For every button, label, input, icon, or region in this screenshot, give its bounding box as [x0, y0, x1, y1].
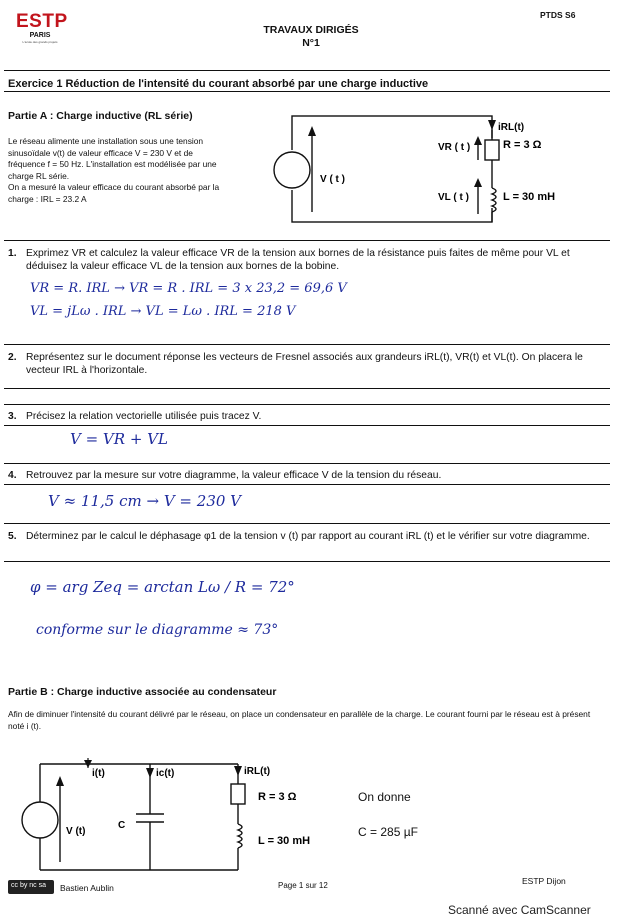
question-number: 1.: [8, 248, 17, 259]
rule-q1: [4, 240, 610, 241]
license-badge: [8, 880, 54, 894]
vl-label: VL ( t ): [438, 192, 469, 203]
intro-line: sinusoïdale v(t) de valeur efficace V = 230 V et de: [8, 147, 193, 158]
question-2: [8, 351, 598, 379]
rule-q3: [4, 404, 610, 405]
question-text: Précisez la relation vectorielle utilisée puis tracez V.: [26, 411, 262, 422]
license-text: cc by nc sa: [11, 882, 47, 889]
l-value: L = 30 mH: [258, 835, 311, 847]
question-text: Représentez sur le document réponse les vecteurs de Fresnel associés aux grandeurs iRL(t), VR(t) et VL(t). On placera le vecteur IRL à l'horizontale.: [26, 352, 583, 376]
irl-label: iRL(t): [498, 122, 525, 133]
logo-tagline: L'école des grands projets: [22, 40, 58, 44]
source-symbol: [274, 152, 310, 188]
source-symbol: [22, 802, 58, 838]
circuit-rlc-parallel: [10, 754, 340, 878]
intro-line: On a mesuré la valeur efficace du courant absorbé par la: [8, 182, 220, 193]
question-5: [8, 530, 598, 558]
v-label: V ( t ): [320, 174, 345, 185]
logo-text: ESTP: [16, 11, 68, 32]
intro-line: charge : IRL = 23.2 A: [8, 193, 87, 204]
rule-exercise: [4, 91, 610, 92]
intro-line: fréquence f = 50 Hz. L'installation est modélisée par une: [8, 159, 217, 170]
answer-3: V = VR + VL: [70, 430, 168, 448]
rule-q4: [4, 463, 610, 464]
author: Bastien Aublin: [60, 883, 114, 893]
rule-q2-end: [4, 388, 610, 389]
exercise-title: Exercice 1 Réduction de l'intensité du courant absorbé par une charge inductive: [8, 78, 429, 90]
page-number: Page 1 sur 12: [278, 881, 328, 890]
resistor-symbol: [485, 140, 499, 160]
l-value: L = 30 mH: [503, 191, 556, 203]
part-b-intro: Afin de diminuer l'intensité du courant délivré par le réseau, on place un condensateur en parallèle de la charge. Le courant fourni par le réseau est à présent noté i (t).: [8, 709, 591, 731]
given-label: On donne: [358, 790, 411, 804]
answer-5b: conforme sur le diagramme ≈ 73°: [36, 622, 279, 638]
resistor-symbol: [231, 784, 245, 804]
rule-q5-end: [4, 561, 610, 562]
doc-subtitle: N°1: [302, 37, 320, 49]
rule-q5: [4, 523, 610, 524]
c-label: C: [118, 820, 126, 831]
logo-sub: PARIS: [29, 32, 51, 39]
doc-title: TRAVAUX DIRIGÉS: [263, 24, 359, 36]
question-text: Déterminez par le calcul le déphasage φ1 de la tension v (t) par rapport au courant iRL (t) et le vérifier sur votre diagramme.: [26, 531, 590, 542]
intro-line: charge RL série.: [8, 170, 70, 181]
rule-q3-end: [4, 425, 610, 426]
scanner-watermark: Scanné avec CamScanner: [448, 903, 591, 917]
question-text: Retrouvez par la mesure sur votre diagramme, la valeur efficace V de la tension du réseau.: [26, 470, 442, 481]
question-3: [8, 410, 598, 424]
part-a-intro: [8, 136, 268, 206]
rule-q4-end: [4, 484, 610, 485]
part-b-title: Partie B : Charge inductive associée au condensateur: [8, 686, 277, 698]
i-label: i(t): [92, 768, 105, 779]
school-name: ESTP Dijon: [522, 876, 566, 886]
rule-q2: [4, 344, 610, 345]
answer-5a: φ = arg Zeq = arctan Lω / R = 72°: [30, 578, 295, 596]
r-value: R = 3 Ω: [258, 791, 297, 803]
vr-label: VR ( t ): [438, 142, 471, 153]
irl-label: iRL(t): [244, 766, 271, 777]
circuit-rl-series: [270, 108, 600, 230]
intro-line: Le réseau alimente une installation sous une tension: [8, 136, 204, 146]
circuit-frame: [292, 116, 492, 222]
question-number: 4.: [8, 470, 17, 481]
r-value: R = 3 Ω: [503, 139, 542, 151]
question-number: 2.: [8, 352, 17, 363]
question-number: 3.: [8, 411, 17, 422]
rule-top: [4, 70, 610, 71]
question-1: [8, 247, 598, 275]
given-value: C = 285 µF: [358, 825, 418, 839]
question-4: [8, 469, 598, 483]
v-label: V (t): [66, 826, 86, 837]
answer-1b: VL = jLω . IRL → VL = Lω . IRL = 218 V: [30, 304, 296, 319]
answer-1a: VR = R. IRL → VR = R . IRL = 3 x 23,2 = 69,6 V: [30, 281, 347, 296]
inductor-symbol: [238, 824, 242, 848]
ic-label: ic(t): [156, 768, 175, 779]
doc-ref: PTDS S6: [540, 10, 576, 20]
answer-4: V ≈ 11,5 cm → V = 230 V: [48, 492, 242, 510]
question-text: Exprimez VR et calculez la valeur efficace VR de la tension aux bornes de la résistance puis faites de même pour VL et déduisez la valeur efficace VL de la tension aux bornes de la bobine.: [26, 248, 570, 272]
part-a-title: Partie A : Charge inductive (RL série): [8, 110, 193, 122]
question-number: 5.: [8, 531, 17, 542]
